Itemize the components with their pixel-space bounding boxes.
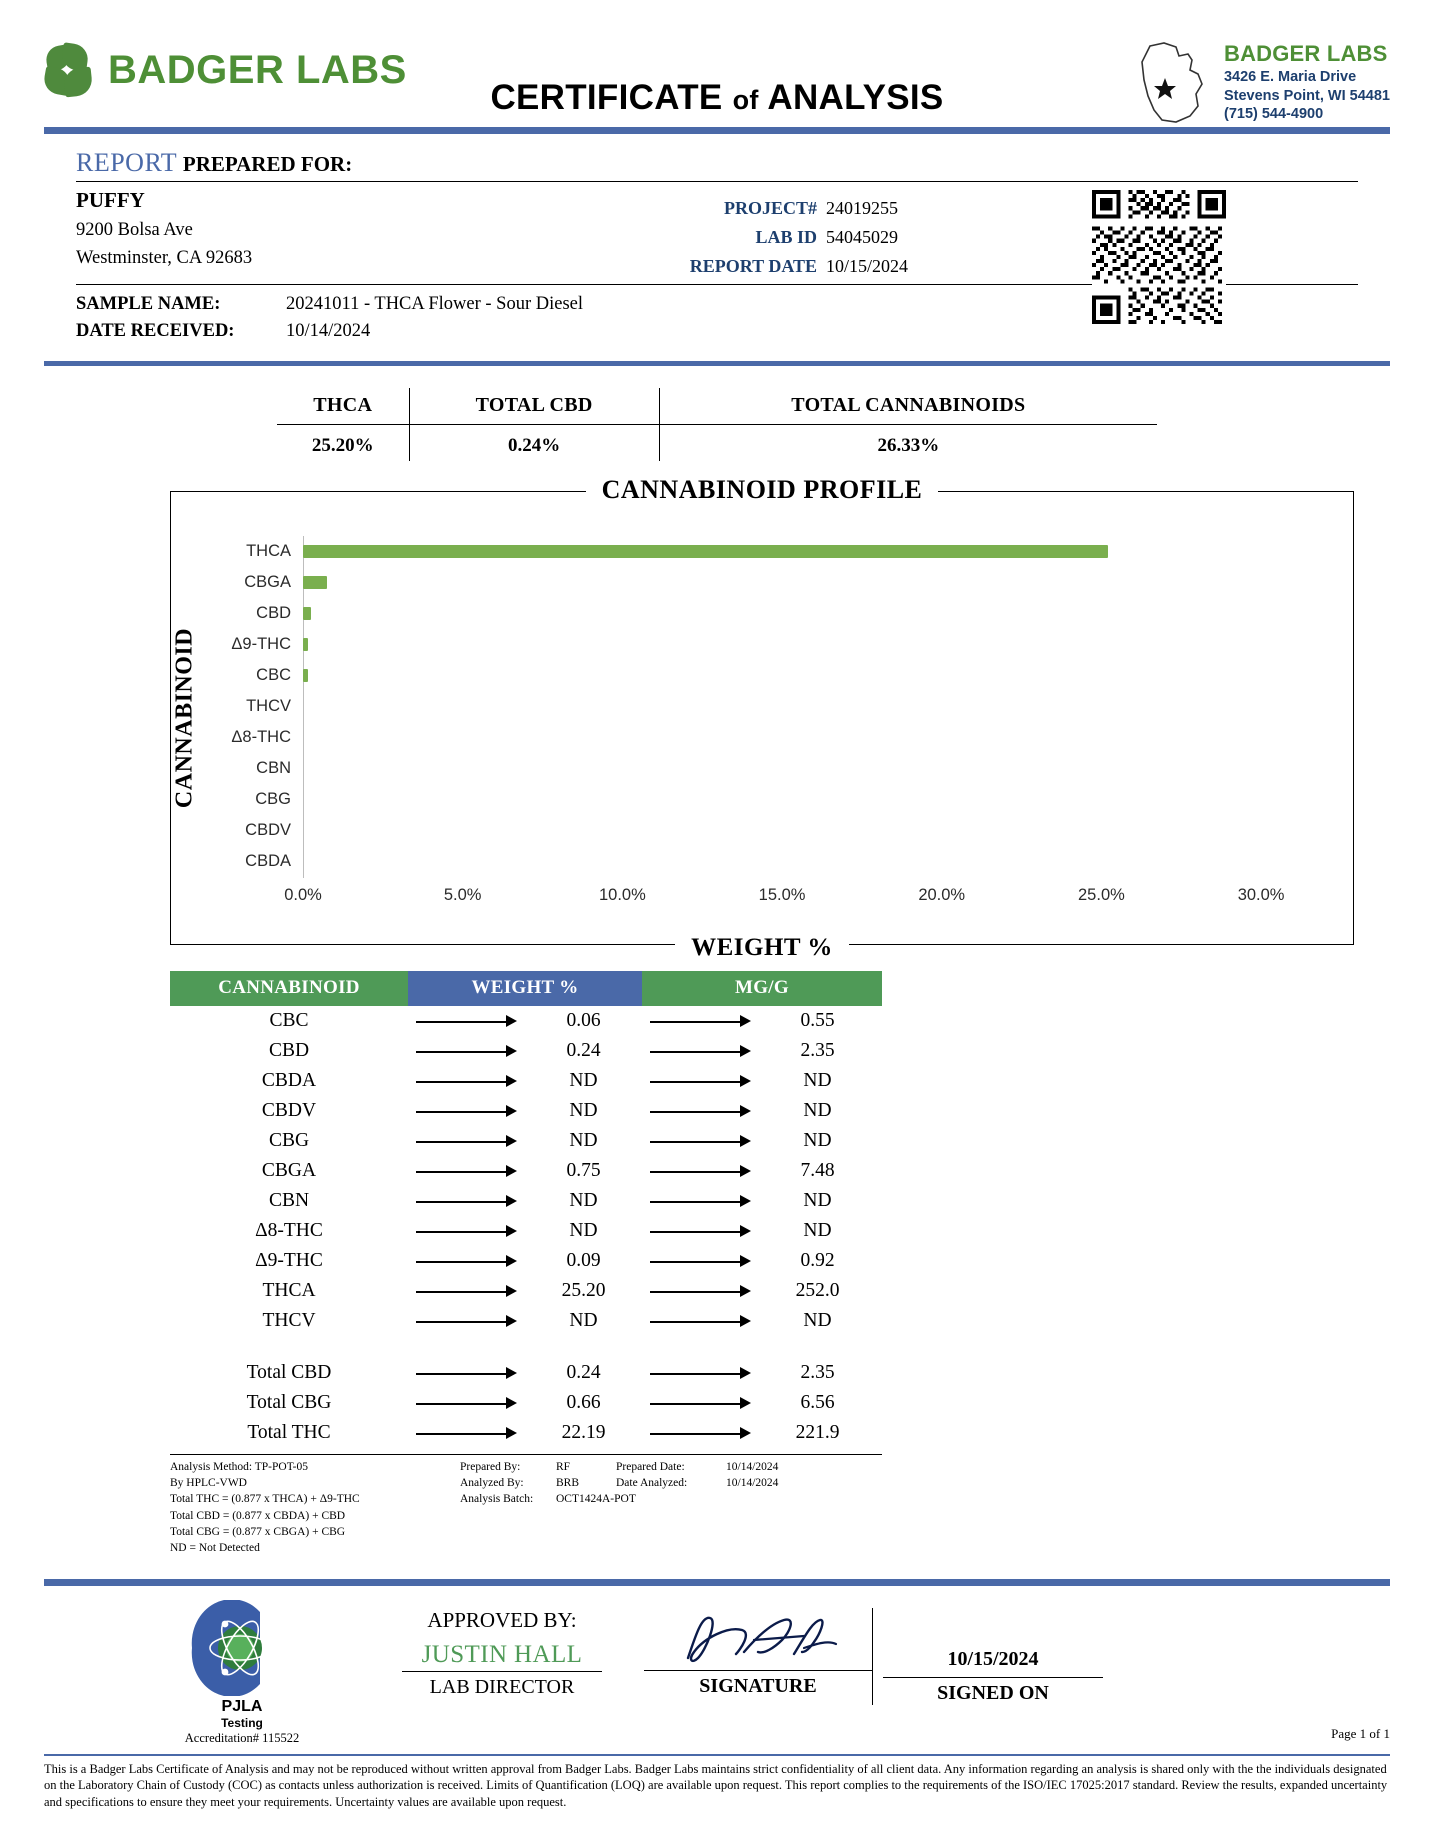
analyzed-by-label: Analyzed By: (460, 1476, 524, 1489)
arrow-icon (408, 1156, 525, 1186)
analyte-name: CBC (269, 1009, 309, 1031)
analyte-name: Total THC (247, 1421, 331, 1443)
mgg-value: 6.56 (800, 1391, 835, 1413)
lab-address-line-1: 3426 E. Maria Drive (1223, 69, 1357, 86)
project-row (690, 194, 938, 223)
approver-name: JUSTIN HALL (421, 1640, 583, 1668)
summary-value-total-cbd: 0.24% (409, 424, 659, 461)
chart-x-axis-ticks (284, 885, 1309, 906)
pjla-accreditation-block (152, 1600, 332, 1746)
signature-label: SIGNATURE (699, 1674, 817, 1697)
prepared-by-row (460, 1459, 820, 1475)
results-header-row (170, 971, 882, 1006)
arrow-icon (642, 1216, 759, 1246)
client-street: 9200 Bolsa Ave (76, 220, 193, 240)
analysis-batch-row (460, 1491, 820, 1507)
table-row (170, 1246, 882, 1276)
report-word: REPORT (76, 148, 178, 177)
mgg-value: ND (803, 1309, 832, 1331)
chart-category-label: Δ9-THC (231, 634, 291, 653)
chart-x-axis-label: WEIGHT % (675, 934, 849, 961)
weight-percent-value: ND (569, 1309, 598, 1331)
lab-id-label: LAB ID (755, 227, 817, 248)
mgg-value: ND (803, 1129, 832, 1151)
lab-brand-name: BADGER LABS (1223, 41, 1388, 66)
prepared-date-label: Prepared Date: (616, 1460, 685, 1473)
weight-percent-value: ND (569, 1069, 598, 1091)
analyte-name: CBDA (261, 1069, 317, 1091)
arrow-icon (408, 1388, 525, 1418)
chart-x-tick: 15.0% (758, 885, 806, 904)
table-row (170, 1276, 882, 1306)
cannabinoid-profile-chart (170, 474, 1354, 961)
signature-block (644, 1608, 872, 1698)
summary-value-thca: 25.20% (311, 434, 374, 456)
arrow-icon (408, 1126, 525, 1156)
project-meta (690, 194, 938, 281)
report-date-label: REPORT DATE (689, 256, 817, 277)
analyte-name: THCA (262, 1279, 316, 1301)
chart-x-tick: 20.0% (918, 885, 966, 904)
date-analyzed-value: 10/14/2024 (726, 1476, 779, 1489)
signed-on-block (872, 1608, 1113, 1705)
chart-category-label: THCA (246, 541, 291, 560)
arrow-icon (642, 1358, 759, 1388)
analyte-name: CBN (268, 1189, 310, 1211)
chart-bar-row (256, 598, 1309, 629)
pjla-subtitle: Testing (221, 1715, 263, 1730)
table-row (170, 1126, 882, 1156)
chart-category-label: CBDV (245, 821, 291, 840)
arrow-icon (408, 1418, 525, 1448)
chart-x-tick: 5.0% (443, 885, 482, 904)
arrow-icon (408, 1246, 525, 1276)
note-line-6: ND = Not Detected (170, 1542, 260, 1555)
chart-bar-row (256, 660, 1309, 691)
pjla-name: PJLA (221, 1697, 263, 1715)
analyte-name: Δ9-THC (255, 1249, 323, 1271)
summary-header-row (277, 388, 1157, 425)
pjla-logo-icon (182, 1600, 302, 1696)
pjla-accreditation-number: Accreditation# 115522 (184, 1730, 300, 1745)
analyte-name: CBDV (261, 1099, 317, 1121)
analyte-name: CBG (268, 1129, 310, 1151)
chart-bar-row (255, 784, 1309, 815)
lab-phone: (715) 544-4900 (1223, 106, 1324, 123)
analysis-batch-label: Analysis Batch: (460, 1493, 534, 1506)
approved-by-label: APPROVED BY: (427, 1607, 577, 1632)
project-value: 24019255 (826, 198, 898, 218)
analyte-name: Δ8-THC (255, 1219, 323, 1241)
chart-bar (303, 576, 327, 589)
table-row (170, 1066, 882, 1096)
table-row-total (170, 1418, 882, 1448)
results-header-weight: WEIGHT % (408, 971, 642, 1006)
mgg-value: ND (803, 1189, 832, 1211)
chart-bar-row (245, 846, 1309, 877)
table-row (170, 1216, 882, 1246)
arrow-icon (408, 1186, 525, 1216)
chart-title: CANNABINOID PROFILE (586, 475, 939, 504)
wisconsin-state-icon (1132, 40, 1214, 126)
client-city: Westminster, CA 92683 (76, 248, 253, 268)
arrow-icon (642, 1066, 759, 1096)
results-spacer (170, 1336, 882, 1358)
weight-percent-value: ND (569, 1099, 598, 1121)
table-row (170, 1156, 882, 1186)
note-line-5: Total CBG = (0.877 x CBGA) + CBG (170, 1525, 346, 1538)
results-header-mgg: MG/G (642, 971, 882, 1006)
report-prepared-header (76, 148, 1358, 178)
chart-bar (303, 669, 308, 682)
chart-bar (303, 545, 1108, 558)
chart-bar-row (231, 629, 1309, 660)
page-number: Page 1 of 1 (1331, 1725, 1390, 1741)
prepared-by-value: RF (556, 1460, 571, 1473)
note-line-1: Analysis Method: TP-POT-05 (170, 1460, 309, 1473)
weight-percent-value: ND (569, 1219, 598, 1241)
chart-bar-row (231, 722, 1309, 753)
weight-percent-value: 22.19 (561, 1421, 606, 1443)
chart-category-label: Δ8-THC (231, 728, 291, 747)
chart-plot-area (231, 536, 1309, 878)
note-line-2: By HPLC-VWD (170, 1476, 247, 1489)
qr-code[interactable] (1092, 190, 1226, 324)
page-header (44, 0, 1390, 125)
signature-image (644, 1608, 872, 1670)
chart-bar-row (256, 753, 1309, 784)
summary-table (277, 388, 1157, 461)
mgg-value: 252.0 (795, 1279, 840, 1301)
table-row-total (170, 1358, 882, 1388)
mgg-value: ND (803, 1099, 832, 1121)
analysis-method-notes (170, 1459, 460, 1557)
sample-name-value: 20241011 - THCA Flower - Sour Diesel (286, 294, 584, 314)
chart-category-label: CBC (256, 665, 291, 684)
approved-by-block (402, 1608, 602, 1699)
sample-name-label: SAMPLE NAME: (76, 294, 221, 314)
prepared-by-label: Prepared By: (460, 1460, 521, 1473)
mgg-value: 0.55 (800, 1009, 835, 1031)
chart-y-axis-label: CANNABINOID (172, 618, 199, 818)
prepared-for-label: PREPARED FOR: (182, 152, 353, 176)
chart-category-label: CBN (256, 759, 291, 778)
arrow-icon (642, 1276, 759, 1306)
chart-category-label: CBG (255, 790, 291, 809)
signed-on-underline (883, 1677, 1103, 1678)
results-totals (170, 1358, 882, 1448)
summary-header-thca: THCA (277, 388, 409, 425)
table-row (170, 1186, 882, 1216)
mgg-value: 221.9 (795, 1421, 840, 1443)
results-table (170, 971, 882, 1448)
weight-percent-value: 0.66 (566, 1391, 601, 1413)
disclaimer-text: This is a Badger Labs Certificate of Analysis and may not be reproduced without written approval from Badger Labs. Badger Labs maintains strict confidentiality of all client data. Any information regarding an analysis is shared only with the the individuals designated on the Laboratory Chain of Custody (COC) as contacts unless authorization is received. Limits of Quantification (LOQ) are available upon request. This report complies to the requirements of the ISO/IEC 17025:2017 standard. Review the results, expanded uncertainty and specifications to ensure they meet your requirements. Uncertainty values are available upon request. (44, 1754, 1390, 1811)
chart-title-wrap (171, 475, 1353, 505)
report-date-row (690, 252, 938, 281)
chart-bar (303, 638, 308, 651)
chart-bar-row (246, 691, 1309, 722)
prepared-date-value: 10/14/2024 (726, 1460, 779, 1473)
summary-value-total-cannabinoids: 26.33% (659, 424, 1157, 461)
analysis-meta-notes (460, 1459, 820, 1557)
mgg-value: 0.92 (800, 1249, 835, 1271)
chart-x-tick: 25.0% (1078, 885, 1125, 904)
weight-percent-value: 0.24 (566, 1039, 601, 1061)
chart-bar-row (244, 567, 1309, 598)
arrow-icon (642, 1126, 759, 1156)
report-header-rule (76, 181, 1358, 182)
chart-category-label: CBGA (244, 572, 291, 591)
arrow-icon (408, 1358, 525, 1388)
analyte-name: CBGA (261, 1159, 317, 1181)
analyte-name: Total CBD (246, 1361, 332, 1383)
table-row (170, 1096, 882, 1126)
results-header-cannabinoid: CANNABINOID (170, 971, 408, 1006)
arrow-icon (642, 1096, 759, 1126)
lab-address-block (1132, 40, 1390, 126)
arrow-icon (642, 1186, 759, 1216)
summary-divider (44, 361, 1390, 366)
chart-x-tick: 10.0% (598, 885, 646, 904)
analyte-name: THCV (262, 1309, 316, 1331)
arrow-icon (642, 1306, 759, 1336)
arrow-icon (408, 1216, 525, 1246)
report-date-value: 10/15/2024 (826, 256, 909, 277)
summary-header-total-cbd: TOTAL CBD (409, 388, 659, 425)
results-body (170, 1006, 882, 1336)
table-row (170, 1306, 882, 1336)
arrow-icon (408, 1306, 525, 1336)
mgg-value: ND (803, 1219, 832, 1241)
date-received-value: 10/14/2024 (286, 320, 371, 341)
analysis-notes (170, 1459, 1390, 1557)
chart-bars (231, 536, 1309, 878)
table-row-total (170, 1388, 882, 1418)
chart-x-axis-label-wrap (171, 934, 1353, 962)
analyzed-by-row (460, 1475, 820, 1491)
approver-role: LAB DIRECTOR (429, 1675, 575, 1698)
arrow-icon (642, 1006, 759, 1036)
chart-category-label: CBDA (245, 852, 291, 871)
chart-category-label: CBD (256, 603, 291, 622)
chart-bar-row (246, 536, 1309, 567)
weight-percent-value: ND (569, 1129, 598, 1151)
arrow-icon (642, 1036, 759, 1066)
title-main: CERTIFICATE (490, 78, 723, 117)
header-divider (44, 127, 1390, 134)
weight-percent-value: 0.75 (566, 1159, 601, 1181)
weight-percent-value: ND (569, 1189, 598, 1211)
arrow-icon (642, 1418, 759, 1448)
results-bottom-rule (170, 1454, 882, 1455)
mgg-value: 2.35 (800, 1361, 835, 1383)
analyte-name: CBD (268, 1039, 310, 1061)
arrow-icon (642, 1156, 759, 1186)
weight-percent-value: 25.20 (561, 1279, 606, 1301)
chart-category-label: THCV (246, 697, 291, 716)
chart-x-tick: 0.0% (284, 885, 322, 904)
mgg-value: 7.48 (800, 1159, 835, 1181)
table-row (170, 1036, 882, 1066)
mgg-value: ND (803, 1069, 832, 1091)
client-name: PUFFY (76, 188, 145, 212)
arrow-icon (408, 1066, 525, 1096)
weight-percent-value: 0.24 (566, 1361, 601, 1383)
date-analyzed-label: Date Analyzed: (616, 1476, 688, 1489)
arrow-icon (408, 1096, 525, 1126)
chart-bar-row (245, 815, 1309, 846)
arrow-icon (408, 1006, 525, 1036)
approver-underline (402, 1671, 602, 1672)
summary-header-total-cannabinoids: TOTAL CANNABINOIDS (659, 388, 1157, 425)
brand-name: BADGER LABS (108, 47, 407, 92)
signature-section (44, 1600, 1390, 1750)
note-line-4: Total CBD = (0.877 x CBDA) + CBD (170, 1509, 346, 1522)
footer-divider (44, 1579, 1390, 1586)
title-of: of (732, 85, 759, 115)
analyte-name: Total CBG (246, 1391, 332, 1413)
arrow-icon (408, 1036, 525, 1066)
table-row (170, 1006, 882, 1036)
date-received-label: DATE RECEIVED: (76, 320, 235, 341)
arrow-icon (408, 1276, 525, 1306)
analyzed-by-value: BRB (556, 1476, 580, 1489)
lab-address-line-2: Stevens Point, WI 54481 (1223, 87, 1390, 104)
client-and-project (76, 188, 1358, 280)
arrow-icon (642, 1388, 759, 1418)
arrow-icon (642, 1246, 759, 1276)
project-label: PROJECT# (723, 198, 817, 218)
lab-id-row (690, 223, 938, 252)
lab-id-value: 54045029 (826, 227, 898, 248)
signed-on-label: SIGNED ON (937, 1681, 1049, 1704)
chart-x-tick: 30.0% (1237, 885, 1285, 904)
note-line-3: Total THC = (0.877 x THCA) + Δ9-THC (170, 1493, 360, 1506)
title-end: ANALYSIS (767, 78, 944, 117)
chart-bar (303, 607, 311, 620)
weight-percent-value: 0.09 (566, 1249, 601, 1271)
report-info-section (76, 134, 1358, 345)
weight-percent-value: 0.06 (566, 1009, 601, 1031)
analysis-batch-value: OCT1424A-POT (556, 1493, 636, 1506)
summary-value-row (277, 424, 1157, 461)
mgg-value: 2.35 (800, 1039, 835, 1061)
signed-on-date: 10/15/2024 (947, 1647, 1039, 1670)
